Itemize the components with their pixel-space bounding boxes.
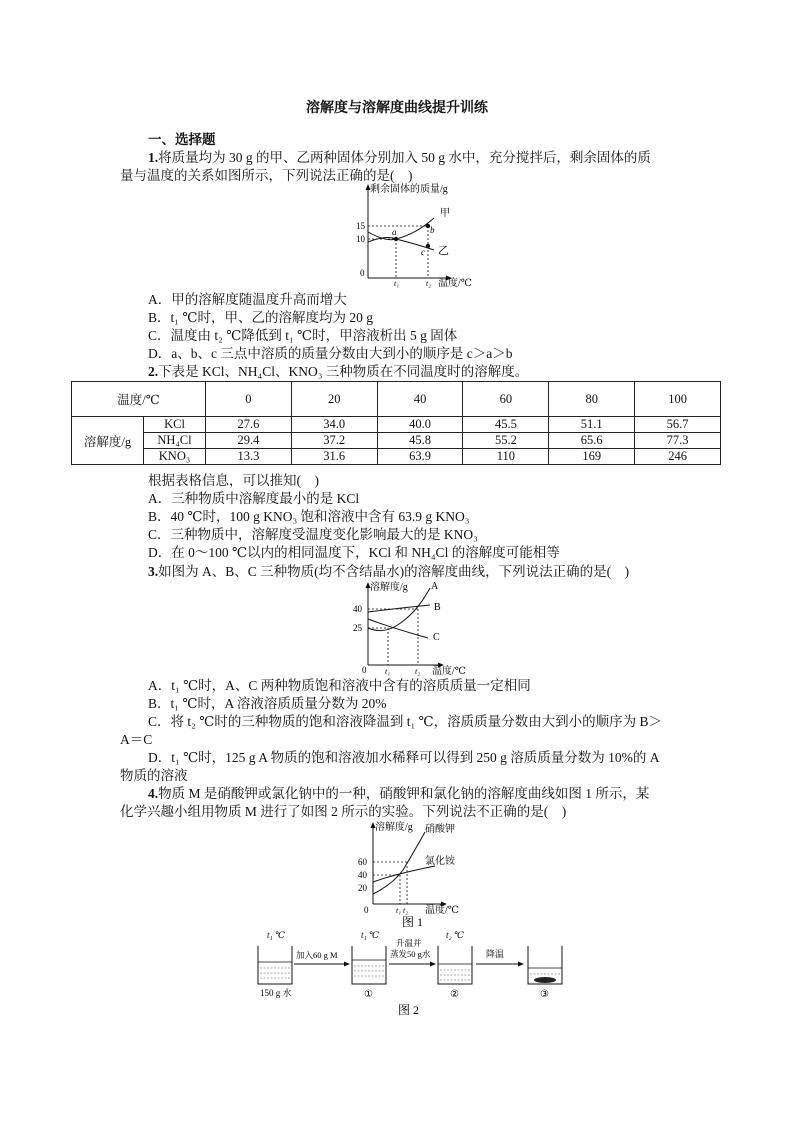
- q4-curve-kno3: [373, 832, 425, 894]
- q2-option-b: B．40 ℃时，100 g KNO₃ 饱和溶液中含有 63.9 g KNO₃: [148, 509, 470, 524]
- q1-xtick-t2: t₂: [426, 279, 432, 288]
- fig2-arrowhead-1: [344, 962, 350, 967]
- section-heading: 一、选择题: [148, 132, 216, 147]
- table-cell: 56.7: [635, 417, 721, 433]
- table-cell: 45.5: [463, 417, 549, 433]
- fig2-label-3: ③: [540, 989, 549, 1000]
- table-cell: 34.0: [291, 417, 377, 433]
- q1-point-c: [426, 244, 430, 248]
- table-cell: 246: [635, 449, 721, 465]
- q3-ytick-40: 40: [353, 604, 362, 614]
- table-cell: 169: [549, 449, 635, 465]
- q2-number: 2.: [148, 364, 159, 379]
- q1-chart: [330, 180, 480, 290]
- table-temp: 0: [206, 382, 292, 417]
- q1-point-a: [394, 237, 398, 241]
- q3-xtick-t2: t₂: [415, 667, 421, 676]
- q1-ylabel: 剩余固体的质量/g: [370, 184, 448, 195]
- table-cell: 110: [463, 449, 549, 465]
- fig2-beaker-1: [352, 946, 386, 984]
- q1-option-b: B．t₁ ℃时，甲、乙的溶解度均为 20 g: [148, 310, 373, 325]
- q3-option-c: C．将 t₂ ℃时的三种物质的饱和溶液降温到 t₁ ℃，溶质质量分数由大到小的顺序为 B＞: [148, 714, 663, 729]
- q4-stem-text: 物质 M 是硝酸钾或氯化钠中的一种，硝酸钾和氯化钠的溶解度曲线如图 1 所示，某: [158, 786, 650, 801]
- q4-stem-line1: [148, 785, 649, 803]
- q1-curve-jia: [368, 218, 434, 240]
- q3-series-a: A: [431, 581, 439, 592]
- q4-fig1-caption: 图 1: [402, 915, 424, 929]
- q4-xlabel: 温度/℃: [425, 905, 459, 916]
- table-cell: 13.3: [206, 449, 292, 465]
- q2-option-c: C．三种物质中，溶解度受温度变化影响最大的是 KNO₃: [148, 527, 478, 542]
- q4-origin: 0: [364, 905, 369, 915]
- q4-stem-line2: 化学兴趣小组用物质 M 进行了如图 2 所示的实验。下列说法不正确的是( ): [120, 804, 567, 819]
- q1-ytick-15: 15: [356, 221, 365, 231]
- table-substance: NH₄Cl: [144, 433, 206, 449]
- table-cell: 29.4: [206, 433, 292, 449]
- solubility-table: [71, 381, 721, 465]
- table-cell: 65.6: [549, 433, 635, 449]
- table-row: [72, 433, 721, 449]
- q1-origin: 0: [360, 268, 365, 278]
- fig2-temp2: t₁ ℃: [361, 930, 379, 940]
- q1-number: 1.: [148, 150, 159, 165]
- q3-origin: 0: [362, 665, 367, 675]
- fig2-beaker-2: [438, 946, 472, 984]
- table-header-row: [72, 382, 721, 417]
- q4-number: 4.: [148, 786, 159, 801]
- q3-number: 3.: [148, 564, 159, 579]
- q1-series-yi: 乙: [438, 245, 449, 257]
- q2-stem-text: 下表是 KCl、NH₄Cl、KNO₃ 三种物质在不同温度时的溶解度。: [158, 364, 529, 379]
- q3-option-d-cont: 物质的溶液: [120, 768, 188, 783]
- q1-label-b: b: [430, 225, 435, 235]
- q3-ytick-25: 25: [353, 623, 362, 633]
- table-cell: 27.6: [206, 417, 292, 433]
- q4-ylabel: 溶解度/g: [375, 822, 413, 833]
- fig2-label-2: ②: [450, 989, 459, 1000]
- fig2-arrowhead-3: [518, 962, 524, 967]
- table-temp: 40: [377, 382, 463, 417]
- fig2-step1: 加入60 g M: [296, 950, 338, 960]
- q1-stem-line1: [148, 149, 651, 167]
- q4-ytick-20: 20: [358, 883, 367, 893]
- q1-series-jia: 甲: [440, 208, 450, 219]
- q1-stem-text: 将质量均为 30 g 的甲、乙两种固体分别加入 50 g 水中，充分搅拌后，剩余固体的质: [158, 150, 651, 165]
- table-row: [72, 449, 721, 465]
- q3-option-a: A．t₁ ℃时，A、C 两种物质饱和溶液中含有的溶质质量一定相同: [148, 678, 531, 693]
- q4-fig2: [250, 926, 570, 1018]
- q3-option-b: B．t₁ ℃时，A 溶液溶质质量分数为 20%: [148, 696, 387, 711]
- q3-option-c-cont: A＝C: [120, 732, 153, 747]
- q2-stem: [148, 363, 528, 381]
- table-cell: 37.2: [291, 433, 377, 449]
- q3-xtick-t1: t₁: [385, 667, 391, 676]
- table-header-label: 温度/℃: [72, 382, 206, 417]
- fig2-water-label: 150 g 水: [260, 988, 292, 998]
- q3-stem-text: 如图为 A、B、C 三种物质(均不含结晶水)的溶解度曲线，下列说法正确的是( ): [158, 564, 630, 579]
- q3-curve-b: [368, 605, 430, 612]
- table-temp: 60: [463, 382, 549, 417]
- q4-series-kno3: 硝酸钾: [425, 824, 455, 835]
- q1-xtick-t1: t₁: [394, 279, 400, 288]
- table-substance: KCl: [144, 417, 206, 433]
- q1-option-d: D．a、b、c 三点中溶质的质量分数由大到小的顺序是 c＞a＞b: [148, 346, 513, 361]
- table-cell: 51.1: [549, 417, 635, 433]
- q3-xlabel: 温度/℃: [432, 666, 466, 677]
- table-temp: 20: [291, 382, 377, 417]
- fig2-caption: 图 2: [398, 1003, 420, 1017]
- fig2-temp3: t₂ ℃: [446, 930, 464, 940]
- table-cell: 77.3: [635, 433, 721, 449]
- q1-option-a: A．甲的溶解度随温度升高而增大: [148, 292, 347, 307]
- q4-ytick-40: 40: [358, 870, 367, 880]
- table-cell: 40.0: [377, 417, 463, 433]
- q3-series-c: C: [433, 632, 440, 643]
- table-cell: 55.2: [463, 433, 549, 449]
- q1-stem-line2: 量与温度的关系如图所示，下列说法正确的是( ): [120, 168, 413, 183]
- fig2-arrowhead-2: [430, 962, 436, 967]
- q3-chart: [340, 578, 480, 678]
- fig2-step3: 降温: [486, 949, 505, 959]
- fig2-temp1: t₁ ℃: [267, 930, 285, 940]
- q4-xtick-t1: t₁: [396, 906, 402, 915]
- fig2-step2a: 升温并: [396, 938, 422, 948]
- q2-after: 根据表格信息，可以推知( ): [148, 473, 319, 488]
- table-cell: 45.8: [377, 433, 463, 449]
- table-cell: 31.6: [291, 449, 377, 465]
- fig2-label-1: ①: [364, 989, 373, 1000]
- q3-option-d: D．t₁ ℃时，125 g A 物质的饱和溶液加水稀释可以得到 250 g 溶质质量分数为 10%的 A: [148, 750, 660, 765]
- fig2-step2b: 蒸发50 g水: [390, 949, 431, 959]
- page-title: 溶解度与溶解度曲线提升训练: [306, 101, 488, 116]
- table-temp: 80: [549, 382, 635, 417]
- q4-series-nh4cl: 氯化铵: [425, 856, 455, 867]
- table-row: [72, 417, 721, 433]
- q2-option-d: D．在 0～100 ℃以内的相同温度下，KCl 和 NH₄Cl 的溶解度可能相等: [148, 545, 560, 560]
- q1-option-c: C．温度由 t₂ ℃降低到 t₁ ℃时，甲溶液析出 5 g 固体: [148, 328, 458, 343]
- q3-ylabel: 溶解度/g: [370, 582, 408, 593]
- table-substance: KNO₃: [144, 449, 206, 465]
- q1-ytick-10: 10: [356, 234, 365, 244]
- q4-xtick-t2: t₂: [403, 906, 409, 915]
- q4-ytick-60: 60: [358, 857, 367, 867]
- q3-curve-c: [368, 619, 428, 638]
- table-temp: 100: [635, 382, 721, 417]
- fig2-crystals: [534, 977, 556, 983]
- q1-label-a: a: [392, 227, 397, 237]
- table-row-label: 溶解度/g: [72, 417, 144, 465]
- q4-chart-fig1: [345, 818, 485, 930]
- q1-xlabel: 温度/℃: [438, 278, 472, 289]
- table-cell: 63.9: [377, 449, 463, 465]
- q1-label-c: c: [421, 247, 425, 257]
- q3-series-b: B: [434, 602, 441, 613]
- q2-option-a: A．三种物质中溶解度最小的是 KCl: [148, 491, 360, 506]
